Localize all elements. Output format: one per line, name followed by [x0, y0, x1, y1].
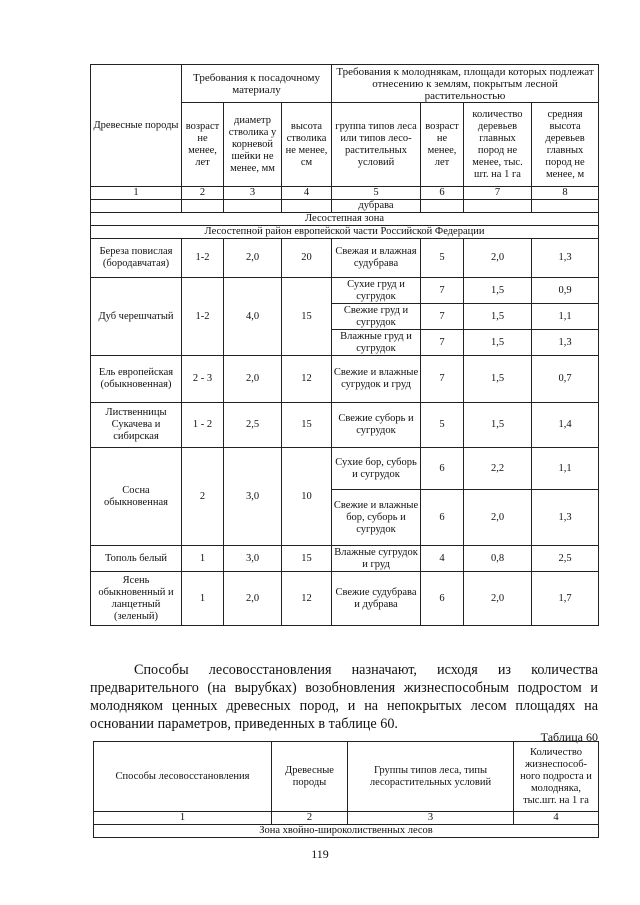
forest-group-cell: Сухие бор, суборь и сугрудок [332, 448, 421, 490]
forest-group-cell: Влажные сугрудок и груд [332, 546, 421, 572]
age-young-cell: 6 [421, 448, 464, 490]
forest-group-cell: Свежая и влажная судубрава [332, 239, 421, 278]
avg-height-cell: 1,7 [532, 572, 599, 626]
forest-group-cell: Свежие и влажные бор, суборь и сугрудок [332, 490, 421, 546]
table-row [91, 572, 599, 626]
avg-height-cell: 1,1 [532, 448, 599, 490]
header-young-stands: Требования к молоднякам, площади которых подлежат отнесению к землям, покрытым лесной растительностью [332, 65, 599, 103]
height-cell: 15 [282, 278, 332, 356]
tree-count-cell: 1,5 [464, 330, 532, 356]
table-row [91, 239, 599, 278]
age-cell: 1 - 2 [182, 403, 224, 448]
age-young-cell: 5 [421, 239, 464, 278]
species-cell: Дуб черешчатый [91, 278, 182, 356]
age-cell: 1-2 [182, 239, 224, 278]
table-row [91, 278, 599, 304]
col-number: 3 [348, 812, 514, 825]
table-row [91, 403, 599, 448]
header-species: Древесные породы [91, 65, 182, 187]
col-number: 4 [514, 812, 599, 825]
header-forest-group: группа типов леса или типов лесо-растительных условий [332, 103, 421, 187]
col-number: 4 [282, 187, 332, 200]
header-avg-height: средняя высота деревьев главных пород не менее, м [532, 103, 599, 187]
diameter-cell: 3,0 [224, 546, 282, 572]
age-cell: 1 [182, 572, 224, 626]
header-diameter: диаметр стволика у корневой шейки не менее, мм [224, 103, 282, 187]
col-number: 2 [272, 812, 348, 825]
empty-cell [421, 200, 464, 213]
age-young-cell: 5 [421, 403, 464, 448]
age-cell: 2 [182, 448, 224, 546]
requirements-table [90, 64, 599, 626]
forest-group-cell: Свежие судубрава и дубрава [332, 572, 421, 626]
tree-count-cell: 2,0 [464, 572, 532, 626]
col-number: 2 [182, 187, 224, 200]
tree-count-cell: 1,5 [464, 356, 532, 403]
tree-count-cell: 2,0 [464, 239, 532, 278]
diameter-cell: 2,0 [224, 356, 282, 403]
diameter-cell: 4,0 [224, 278, 282, 356]
avg-height-cell: 1,3 [532, 490, 599, 546]
header-tree-count: количество деревьев главных пород не менее, тыс. шт. на 1 га [464, 103, 532, 187]
species-cell: Сосна обыкновенная [91, 448, 182, 546]
col-number: 3 [224, 187, 282, 200]
forest-group-cell: Влажные груд и сугрудок [332, 330, 421, 356]
forest-group-cell: Свежие суборь и сугрудок [332, 403, 421, 448]
forest-group-cell: Свежие груд и сугрудок [332, 304, 421, 330]
empty-cell [224, 200, 282, 213]
reforestation-table [93, 741, 599, 838]
table-row [91, 448, 599, 490]
header-planting-material: Требования к посадочному материалу [182, 65, 332, 103]
col-number: 6 [421, 187, 464, 200]
tree-count-cell: 2,0 [464, 490, 532, 546]
region-row: Лесостепной район европейской части Российской Федерации [91, 226, 599, 239]
height-cell: 15 [282, 403, 332, 448]
header-species: Древесные породы [272, 742, 348, 812]
tree-count-cell: 0,8 [464, 546, 532, 572]
diameter-cell: 3,0 [224, 448, 282, 546]
col-number: 1 [94, 812, 272, 825]
header-forest-groups: Группы типов леса, типы лесорастительных условий [348, 742, 514, 812]
avg-height-cell: 1,3 [532, 239, 599, 278]
header-methods: Способы лесовосстановления [94, 742, 272, 812]
col-number: 8 [532, 187, 599, 200]
tree-count-cell: 1,5 [464, 278, 532, 304]
species-cell: Тополь белый [91, 546, 182, 572]
avg-height-cell: 1,1 [532, 304, 599, 330]
height-cell: 15 [282, 546, 332, 572]
age-young-cell: 7 [421, 304, 464, 330]
age-young-cell: 4 [421, 546, 464, 572]
species-cell: Ель европейская (обыкновенная) [91, 356, 182, 403]
avg-height-cell: 1,3 [532, 330, 599, 356]
height-cell: 20 [282, 239, 332, 278]
diameter-cell: 2,0 [224, 239, 282, 278]
col-number: 1 [91, 187, 182, 200]
table-caption: Таблица 60 [540, 730, 598, 744]
age-cell: 2 - 3 [182, 356, 224, 403]
header-undergrowth-count: Количество жизнеспособ-ного подроста и молодняка, тыс.шт. на 1 га [514, 742, 599, 812]
table-row [91, 546, 599, 572]
col-number: 7 [464, 187, 532, 200]
tree-count-cell: 1,5 [464, 304, 532, 330]
diameter-cell: 2,0 [224, 572, 282, 626]
empty-cell [182, 200, 224, 213]
header-age-young: возраст не менее, лет [421, 103, 464, 187]
empty-cell [464, 200, 532, 213]
forest-group-cell: Сухие груд и сугрудок [332, 278, 421, 304]
height-cell: 12 [282, 572, 332, 626]
avg-height-cell: 0,9 [532, 278, 599, 304]
age-young-cell: 7 [421, 278, 464, 304]
age-cell: 1 [182, 546, 224, 572]
carry-over-cell: дубрава [332, 200, 421, 213]
col-number: 5 [332, 187, 421, 200]
age-young-cell: 7 [421, 356, 464, 403]
height-cell: 10 [282, 448, 332, 546]
zone-row: Лесостепная зона [91, 213, 599, 226]
avg-height-cell: 0,7 [532, 356, 599, 403]
species-cell: Лиственницы Сукачева и сибирская [91, 403, 182, 448]
avg-height-cell: 1,4 [532, 403, 599, 448]
page-number: 119 [311, 847, 329, 861]
header-height: высота стволика не менее, см [282, 103, 332, 187]
height-cell: 12 [282, 356, 332, 403]
age-cell: 1-2 [182, 278, 224, 356]
header-age: возраст не менее, лет [182, 103, 224, 187]
forest-group-cell: Свежие и влажные сугрудок и груд [332, 356, 421, 403]
age-young-cell: 7 [421, 330, 464, 356]
age-young-cell: 6 [421, 572, 464, 626]
tree-count-cell: 2,2 [464, 448, 532, 490]
age-young-cell: 6 [421, 490, 464, 546]
zone-row: Зона хвойно-широколиственных лесов [94, 825, 599, 838]
tree-count-cell: 1,5 [464, 403, 532, 448]
avg-height-cell: 2,5 [532, 546, 599, 572]
empty-cell [282, 200, 332, 213]
species-cell: Ясень обыкновенный и ланцетный (зеленый) [91, 572, 182, 626]
empty-cell [532, 200, 599, 213]
diameter-cell: 2,5 [224, 403, 282, 448]
species-cell: Береза повислая (бородавчатая) [91, 239, 182, 278]
body-paragraph: Способы лесовосстановления назначают, исходя из количества предварительного (на вырубках) возобновления жизнеспособным подростом и молодняком ценных древесных пород, и на непокрытых лесом площадях на основании параметров, приведенных в таблице 60. [90, 662, 598, 732]
table-row [91, 356, 599, 403]
empty-cell [91, 200, 182, 213]
